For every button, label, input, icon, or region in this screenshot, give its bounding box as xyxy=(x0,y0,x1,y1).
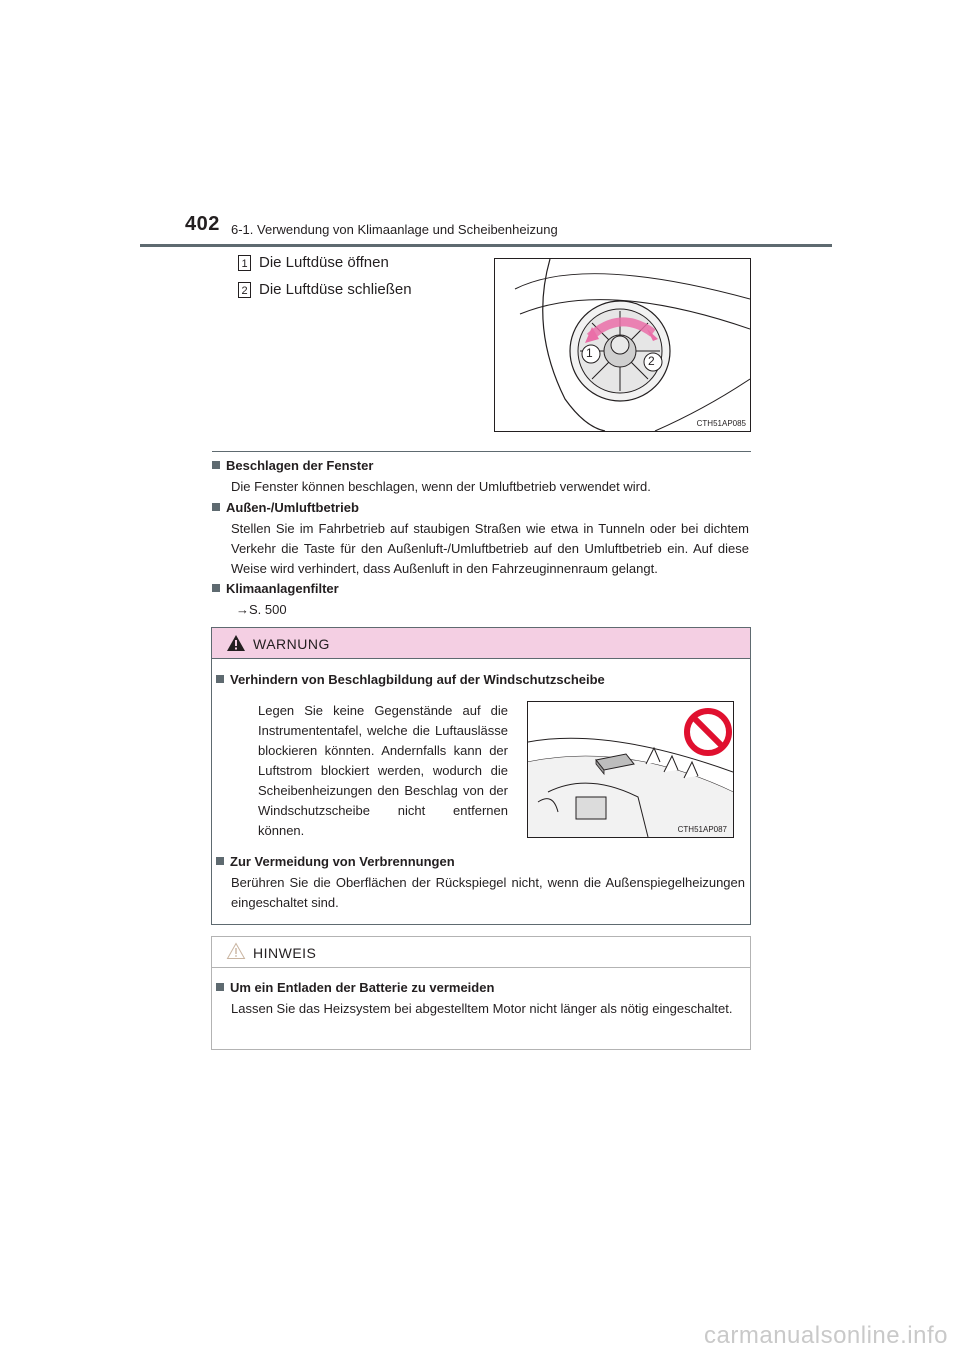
step-1-number: 1 xyxy=(238,255,251,271)
hint-title: HINWEIS xyxy=(253,945,317,961)
dashboard-drawing xyxy=(528,702,733,837)
bullet-square-icon xyxy=(212,461,220,469)
cross-reference: →S. 500 xyxy=(236,602,287,617)
step-1 xyxy=(238,254,389,271)
figure-code: CTH51AP085 xyxy=(696,419,746,428)
bullet-square-icon xyxy=(212,584,220,592)
callout-2: 2 xyxy=(648,354,655,368)
callout-1: 1 xyxy=(586,346,593,360)
dashboard-illustration xyxy=(527,701,734,838)
air-vent-drawing xyxy=(495,259,750,431)
warning-triangle-icon xyxy=(226,634,246,652)
step-2-text: Die Luftdüse schließen xyxy=(259,281,412,298)
warning-item-heading: Verhindern von Beschlagbildung auf der Windschutzscheibe xyxy=(216,672,605,687)
hint-item-text: Lassen Sie das Heizsystem bei abgestelltem Motor nicht länger als nötig eingeschaltet. xyxy=(231,1001,733,1016)
page-number: 402 xyxy=(185,213,220,235)
section-heading: Außen-/Umluftbetrieb xyxy=(212,500,359,515)
section-text: Stellen Sie im Fahrbetrieb auf staubigen Straßen wie etwa in Tunneln oder bei dichtem Verkehr die Taste für den Außenluft-/Umluftbetrieb auf den Umluftbetrieb ein. Auf diese Weise wird verhindert, dass Außenluft in den Fahrzeuginnenraum gelangt. xyxy=(231,521,749,576)
warning-item-text: Legen Sie keine Gegenstände auf die Instrumententafel, welche die Luftauslässe blockieren könnten. Andernfalls kann der Luftstrom blockiert werden, wodurch die Scheibenheizungen den Beschlag von der Windschutzscheibe nicht entfernen können. xyxy=(258,703,508,838)
section-text: Die Fenster können beschlagen, wenn der Umluftbetrieb verwendet wird. xyxy=(231,479,651,494)
caution-triangle-icon xyxy=(226,942,246,960)
header-rule xyxy=(140,244,832,247)
hint-item-heading: Um ein Entladen der Batterie zu vermeiden xyxy=(216,980,494,995)
warning-title: WARNUNG xyxy=(253,636,330,652)
figure-code: CTH51AP087 xyxy=(677,825,727,834)
step-1-text: Die Luftdüse öffnen xyxy=(259,254,389,271)
step-2-number: 2 xyxy=(238,282,251,298)
bullet-square-icon xyxy=(216,857,224,865)
step-2 xyxy=(238,281,412,298)
warning-item-text: Berühren Sie die Oberflächen der Rückspiegel nicht, wenn die Außenspiegelheizungen eingeschaltet sind. xyxy=(231,875,745,910)
section-separator xyxy=(212,451,751,452)
section-heading: Beschlagen der Fenster xyxy=(212,458,373,473)
watermark: carmanualsonline.info xyxy=(704,1322,948,1349)
warning-item-heading: Zur Vermeidung von Verbrennungen xyxy=(216,854,455,869)
bullet-square-icon xyxy=(216,983,224,991)
air-vent-illustration xyxy=(494,258,751,432)
chapter-title: 6-1. Verwendung von Klimaanlage und Scheibenheizung xyxy=(231,222,558,237)
bullet-square-icon xyxy=(212,503,220,511)
section-heading: Klimaanlagenfilter xyxy=(212,581,339,596)
bullet-square-icon xyxy=(216,675,224,683)
